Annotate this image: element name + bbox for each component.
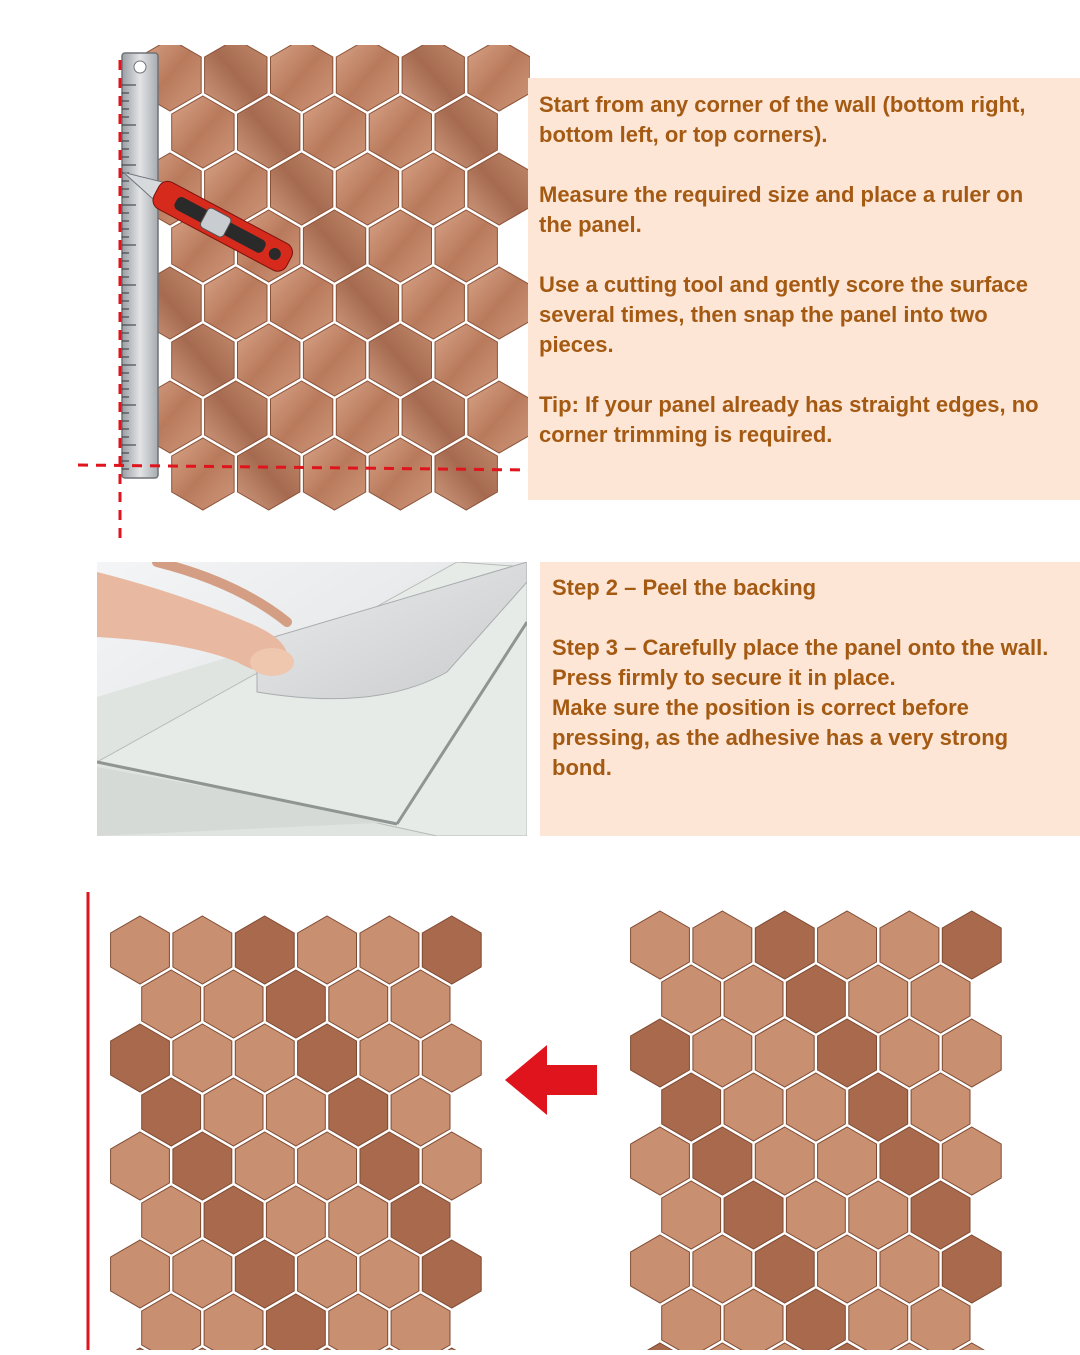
instruction-start-corner: Start from any corner of the wall (bottom right, bottom left, or top corners).: [539, 92, 1026, 147]
ruler-icon: [122, 53, 158, 478]
instruction-tip: Tip: If your panel already has straight edges, no corner trimming is required.: [539, 392, 1039, 447]
hexagon-tile-panel: [139, 45, 530, 510]
hexagon-tile: [336, 153, 398, 225]
hexagon-tile: [172, 438, 234, 510]
hexagon-tile: [435, 210, 497, 282]
hexagon-tile: [369, 438, 431, 510]
step3-line-press: Press firmly to secure it in place.: [552, 665, 896, 690]
instruction-cut: Use a cutting tool and gently score the surface several times, then snap the panel into two pieces.: [539, 272, 1028, 357]
instruction-measure: Measure the required size and place a ruler on the panel.: [539, 182, 1024, 237]
step2-title: Step 2 – Peel the backing: [552, 575, 817, 600]
hexagon-tile: [402, 153, 464, 225]
hexagon-tile: [303, 438, 365, 510]
hexagon-tile: [435, 96, 497, 168]
step1-instructions-panel: [528, 78, 1080, 500]
hexagon-tile: [303, 324, 365, 396]
hexagon-tile: [336, 381, 398, 453]
hexagon-tile: [303, 210, 365, 282]
hexagon-tile: [402, 267, 464, 339]
step2-3-instructions-panel: [540, 562, 1080, 836]
placement-illustration: [0, 870, 1080, 1350]
hexagon-tile: [468, 267, 530, 339]
hexagon-tile: [369, 210, 431, 282]
hexagon-tile: [271, 45, 333, 111]
hexagon-tile: [271, 381, 333, 453]
hexagon-tile: [238, 438, 300, 510]
hexagon-tile: [435, 438, 497, 510]
hexagon-tile: [369, 96, 431, 168]
hexagon-tile: [238, 96, 300, 168]
hexagon-tile: [468, 381, 530, 453]
hexagon-tile: [303, 96, 365, 168]
hexagon-tile: [271, 153, 333, 225]
hexagon-tile: [468, 45, 530, 111]
hexagon-tile: [402, 381, 464, 453]
hexagon-tile: [336, 267, 398, 339]
hexagon-tile: [468, 153, 530, 225]
hexagon-tile: [271, 267, 333, 339]
measure-cut-illustration: [50, 45, 530, 540]
hexagon-tile: [336, 45, 398, 111]
hexagon-tile: [205, 381, 267, 453]
hexagon-tile: [435, 324, 497, 396]
step3-line-position: Make sure the position is correct before pressing, as the adhesive has a very strong bond.: [552, 695, 1009, 780]
hexagon-tile: [369, 324, 431, 396]
peel-backing-photo: [97, 562, 527, 836]
step3-title: Step 3 – Carefully place the panel onto the wall.: [552, 635, 1049, 660]
hexagon-tile: [205, 45, 267, 111]
hexagon-tile: [172, 324, 234, 396]
hexagon-tile: [205, 267, 267, 339]
hexagon-tile: [172, 96, 234, 168]
hexagon-tile: [402, 45, 464, 111]
hexagon-tile: [238, 324, 300, 396]
